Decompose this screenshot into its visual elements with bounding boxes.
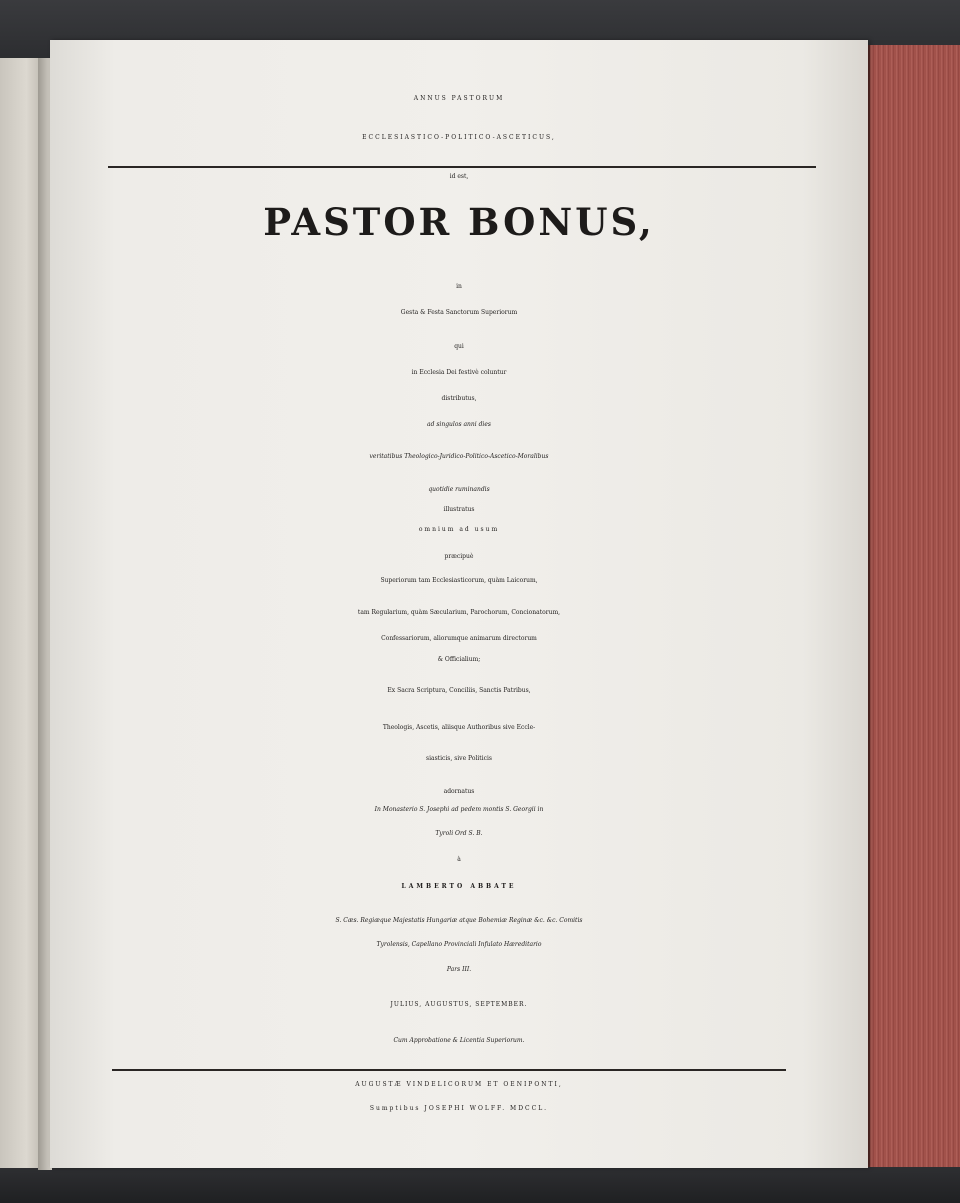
title-lamberto-abbate: LAMBERTO ABBATE [401,883,517,890]
title-omnium: omnium ad usum [418,526,500,533]
imprint-sumptibus: Sumptibus JOSEPHI WOLFF. MDCCL. [369,1105,549,1112]
title-tyroli: Tyroli Ord S. B. [435,830,483,837]
title-in-ecclesia: in Ecclesia Dei festivè coluntur [411,369,507,376]
title-ex-sacra: Ex Sacra Scriptura, Conciliis, Sanctis Patribus, [387,687,531,694]
dark-background-bottom [0,1165,960,1203]
title-ecclesiastico: ECCLESIASTICO-POLITICO-ASCETICUS, [362,134,556,141]
title-a: à [457,856,461,863]
title-ad-singulos: ad singulos anni dies [427,421,491,428]
top-rule [108,166,816,168]
title-months: JULIUS, AUGUSTUS, SEPTEMBER. [390,1001,528,1008]
title-pastor-bonus: PASTOR BONUS, [263,200,655,244]
title-page [50,40,868,1168]
bottom-rule [112,1069,786,1071]
title-distributus: distributus, [441,395,477,402]
title-tyrolensis: Tyrolensis, Capellano Provinciali Infulato Hæreditario [376,941,542,948]
title-illustratus: illustratus [443,506,475,513]
red-page-edges [868,45,960,1167]
title-in-monasterio: In Monasterio S. Josephi ad pedem montis S. Georgii in [374,806,544,813]
title-tam-regularium: tam Regularium, quàm Sæcularium, Parochorum, Concionatorum, [357,609,561,616]
title-s-caes: S. Cæs. Regiæque Majestatis Hungariæ atque Bohemiæ Reginæ &c. &c. Comitis [335,917,583,924]
title-gesta-festa: Gesta & Festa Sanctorum Superiorum [400,309,518,316]
title-in: in [456,283,462,290]
title-theologis: Theologis, Ascetis, aliisque Authoribus sive Eccle- [382,724,536,731]
title-id-est: id est, [449,173,469,180]
title-adornatus: adornatus [443,788,475,795]
title-pars-iii: Pars III. [446,966,472,973]
title-siasticis: siasticis, sive Politicis [426,755,492,762]
title-qui: qui [454,343,464,350]
title-superiorum: Superiorum tam Ecclesiasticorum, quàm Laicorum, [380,577,538,584]
title-cum-approbatione: Cum Approbatione & Licentia Superiorum. [393,1037,525,1044]
title-officialium: & Officialium; [437,656,481,663]
title-annus-pastorum: ANNUS PASTORUM [413,95,505,102]
title-praecipue: præcipuè [444,553,474,560]
title-veritatibus: veritatibus Theologico-Juridico-Politico-Ascetico-Moralibus [369,453,549,460]
title-quotidie: quotidie ruminandis [428,486,490,493]
title-confessariorum: Confessariorum, aliorumque animarum directorum [381,635,537,642]
imprint-augustae: AUGUSTÆ VINDELICORUM ET OENIPONTI, [355,1081,563,1088]
